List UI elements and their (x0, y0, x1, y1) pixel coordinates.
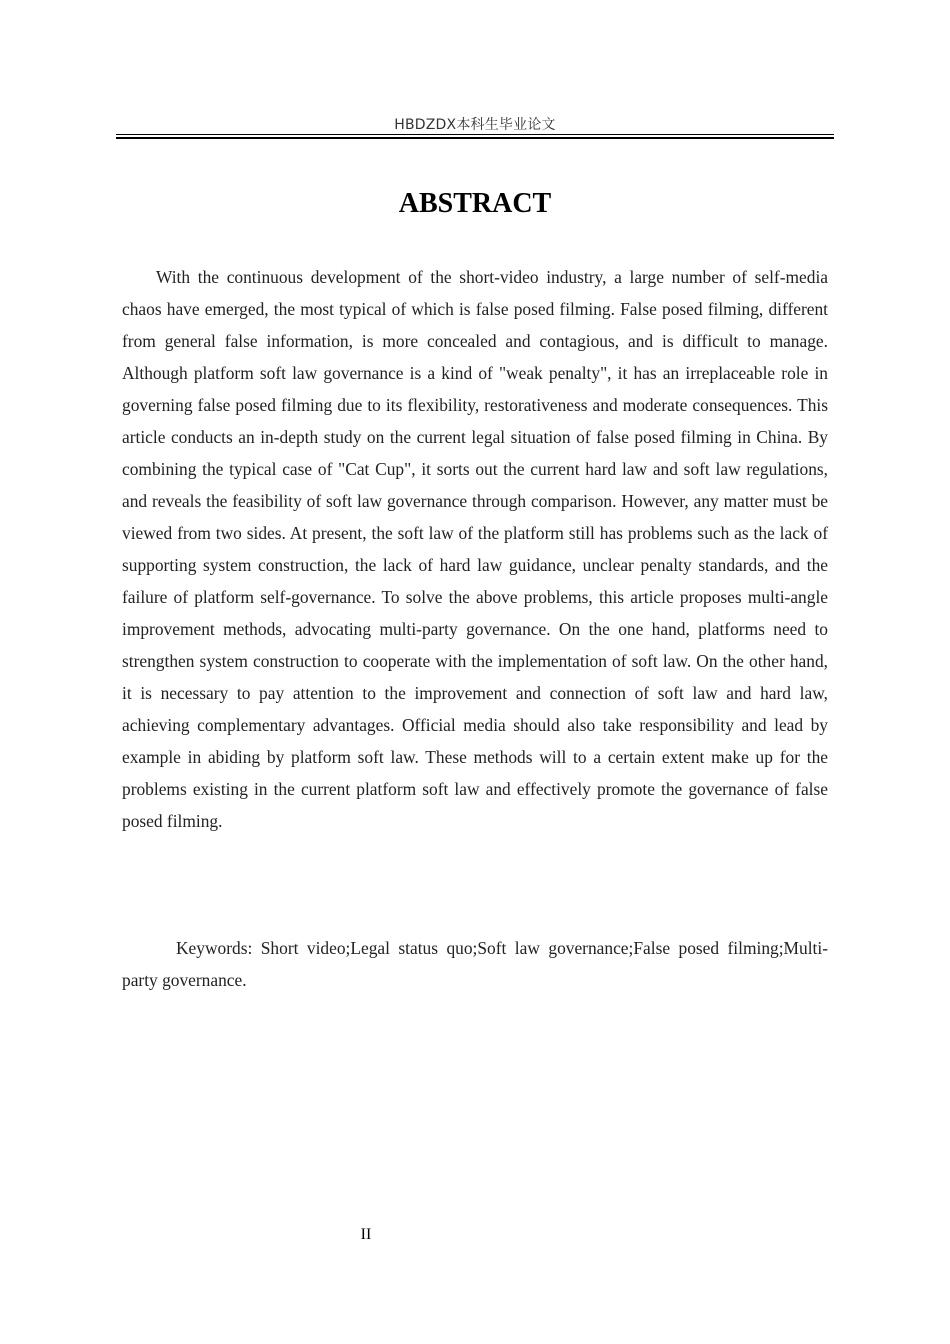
header-rule-thick (116, 137, 834, 139)
abstract-title: ABSTRACT (398, 188, 552, 219)
header-rule-thin (116, 134, 834, 135)
running-header: HBDZDX本科生毕业论文 (394, 117, 556, 133)
abstract-body: With the continuous development of the short-video industry, a large number of self-media chaos have emerged, the most typical of which is false posed filming. False posed filming, different from general false information, is more concealed and contagious, and is difficult to manage. Although platform soft law governance is a kind of "weak penalty", it has an irreplaceable role in governing false posed filming due to its flexibility, restorativeness and moderate consequences. This article conducts an in-depth study on the current legal situation of false posed filming in China. By combining the typical case of "Cat Cup", it sorts out the current hard law and soft law regulations, and reveals the feasibility of soft law governance through comparison. However, any matter must be viewed from two sides. At present, the soft law of the platform still has problems such as the lack of supporting system construction, the lack of hard law guidance, unclear penalty standards, and the failure of platform self-governance. To solve the above problems, this article proposes multi-angle improvement methods, advocating multi-party governance. On the one hand, platforms need to strengthen system construction to cooperate with the implementation of soft law. On the other hand, it is necessary to pay attention to the improvement and connection of soft law and hard law, achieving complementary advantages. Official media should also take responsibility and lead by example in abiding by platform soft law. These methods will to a certain extent make up for the problems existing in the current platform soft law and effectively promote the governance of false posed filming. (122, 267, 828, 831)
page-number: II (360, 1226, 372, 1243)
keywords: Keywords: Short video;Legal status quo;Soft law governance;False posed filming;Multi-party governance. (122, 938, 828, 990)
